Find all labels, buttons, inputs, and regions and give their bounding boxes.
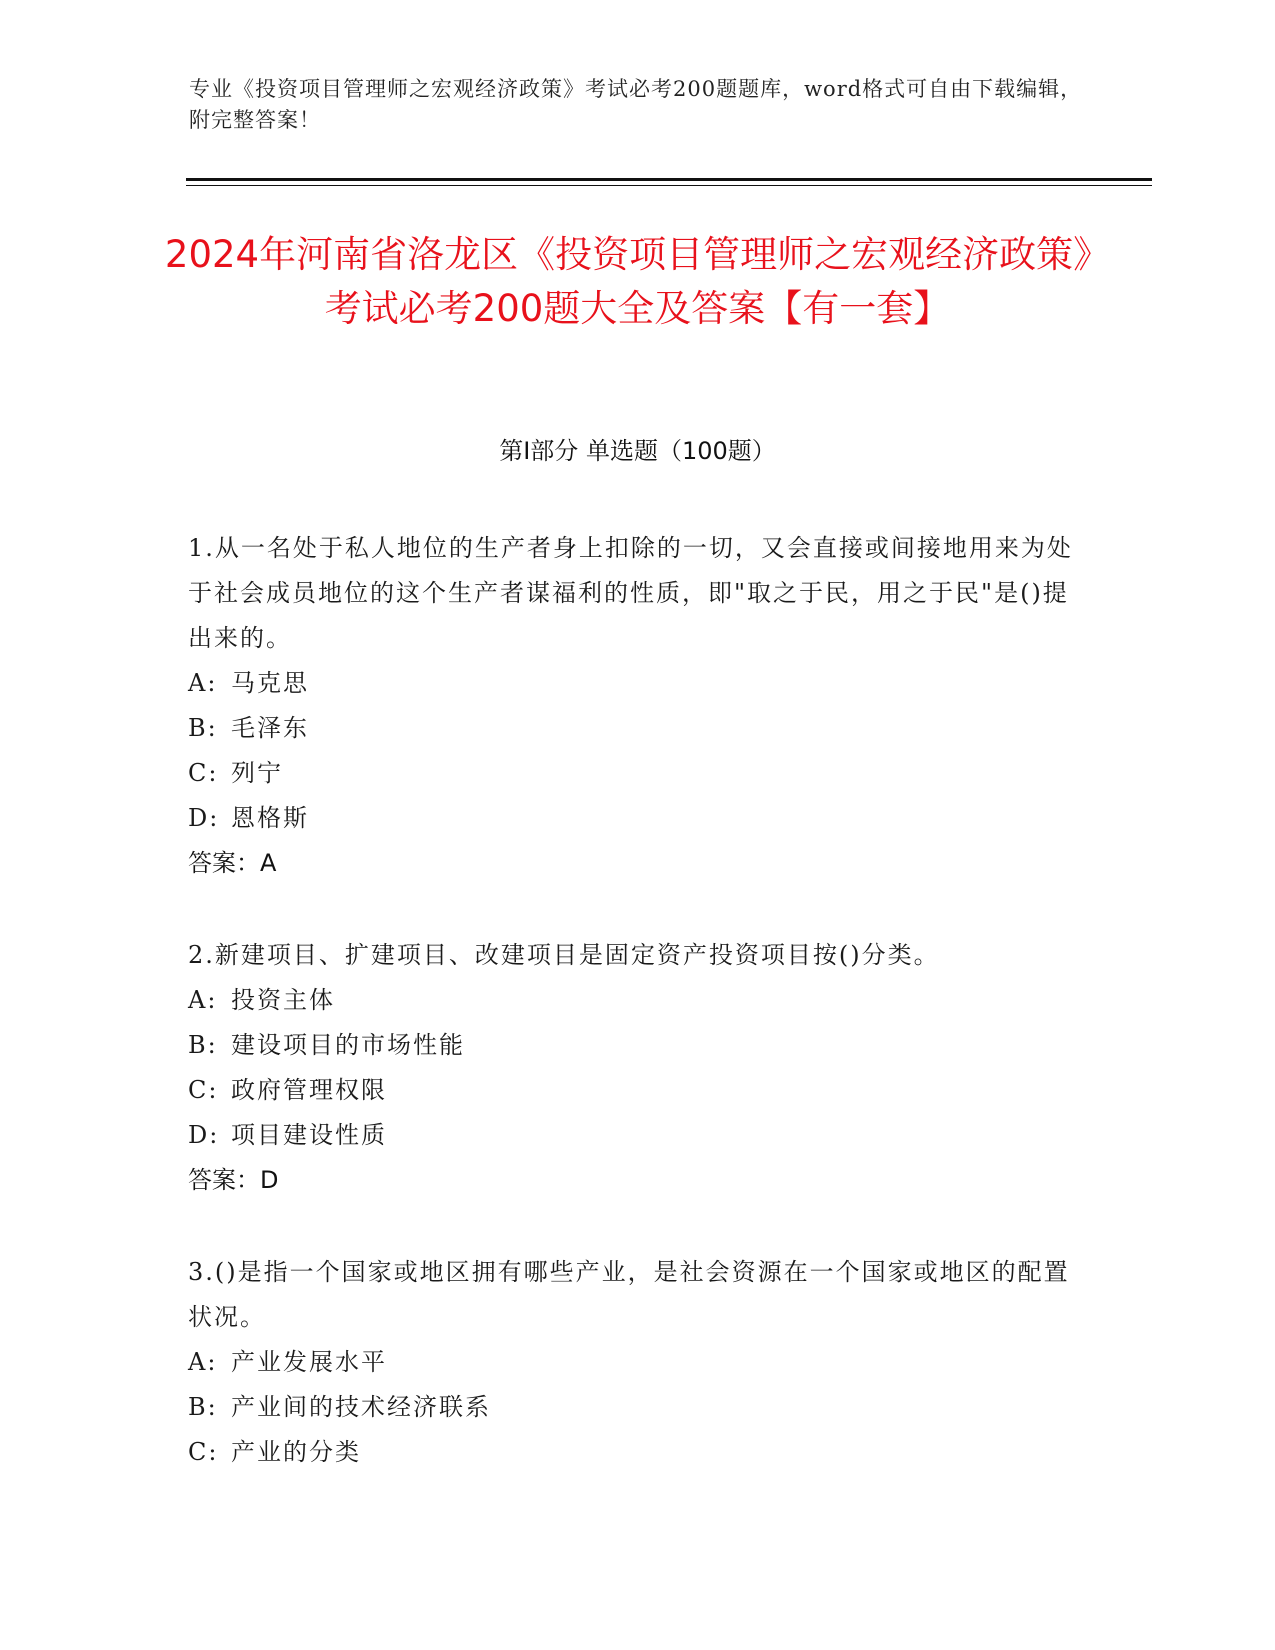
option-letter: D:	[188, 804, 220, 832]
question-stem: 3.()是指一个国家或地区拥有哪些产业，是社会资源在一个国家或地区的配置状况。	[188, 1258, 1070, 1331]
header-note: 专业《投资项目管理师之宏观经济政策》考试必考200题题库，word格式可自由下载编辑，附完整答案！	[189, 77, 1083, 132]
question-2	[188, 933, 1088, 1203]
option-letter: C:	[188, 759, 219, 787]
option-b	[188, 1023, 1088, 1068]
option-text: 项目建设性质	[231, 1121, 387, 1149]
section-heading: 第I部分 单选题（100题）	[499, 437, 776, 465]
option-text: 马克思	[231, 669, 309, 697]
option-letter: A:	[188, 986, 218, 1014]
option-letter: B:	[188, 714, 218, 742]
option-text: 列宁	[231, 759, 283, 787]
option-a	[188, 661, 1088, 706]
option-letter: B:	[188, 1393, 218, 1421]
option-c	[188, 1430, 1088, 1475]
option-letter: C:	[188, 1076, 219, 1104]
question-3	[188, 1250, 1088, 1475]
option-letter: B:	[188, 1031, 218, 1059]
option-b	[188, 706, 1088, 751]
question-1	[188, 526, 1088, 886]
question-spacer	[188, 886, 1088, 933]
option-text: 毛泽东	[231, 714, 309, 742]
option-a	[188, 1340, 1088, 1385]
option-c	[188, 1068, 1088, 1113]
question-stem: 1.从一名处于私人地位的生产者身上扣除的一切，又会直接或间接地用来为处于社会成员地位的这个生产者谋福利的性质，即"取之于民，用之于民"是()提出来的。	[188, 534, 1073, 652]
option-letter: A:	[188, 669, 218, 697]
option-letter: D:	[188, 1121, 220, 1149]
answer-line: 答案：D	[188, 1166, 279, 1194]
option-c	[188, 751, 1088, 796]
option-d	[188, 1113, 1088, 1158]
question-stem: 2.新建项目、扩建项目、改建项目是固定资产投资项目按()分类。	[188, 941, 940, 969]
option-text: 产业发展水平	[231, 1348, 387, 1376]
question-spacer	[188, 1203, 1088, 1250]
question-list	[188, 526, 1088, 1475]
option-text: 建设项目的市场性能	[231, 1031, 465, 1059]
option-text: 产业间的技术经济联系	[231, 1393, 491, 1421]
option-b	[188, 1385, 1088, 1430]
header-divider-thin	[186, 185, 1152, 186]
document-title: 2024年河南省洛龙区《投资项目管理师之宏观经济政策》考试必考200题大全及答案【有一套】	[164, 233, 1111, 330]
answer-line: 答案：A	[188, 849, 277, 877]
option-text: 政府管理权限	[231, 1076, 387, 1104]
option-d	[188, 796, 1088, 841]
option-letter: A:	[188, 1348, 218, 1376]
option-letter: C:	[188, 1438, 219, 1466]
option-text: 产业的分类	[231, 1438, 361, 1466]
header-divider-thick	[186, 178, 1152, 181]
option-text: 投资主体	[231, 986, 335, 1014]
option-text: 恩格斯	[231, 804, 309, 832]
option-a	[188, 978, 1088, 1023]
